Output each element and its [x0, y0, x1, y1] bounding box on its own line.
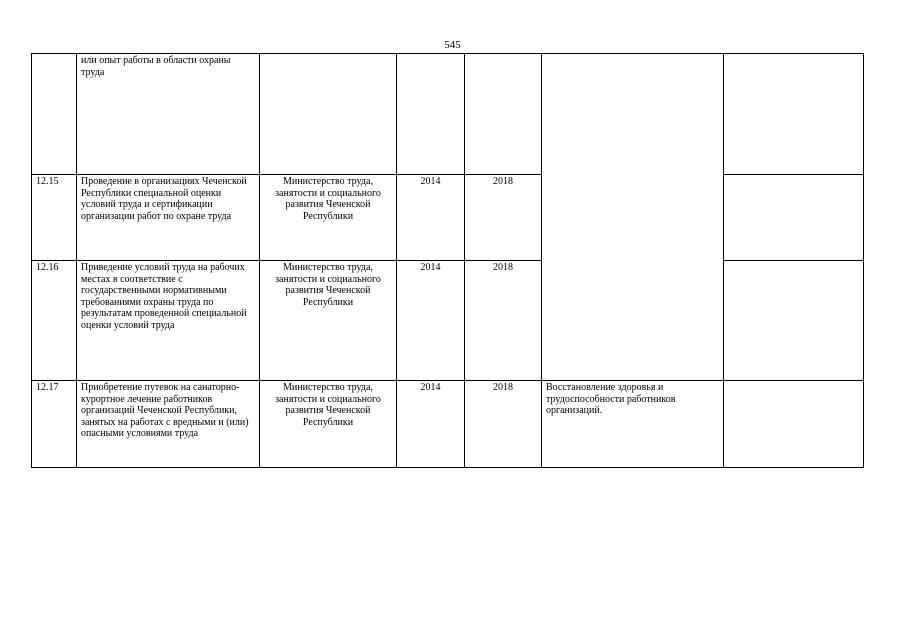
- page-number: 545: [444, 39, 461, 51]
- end-year: 2018: [465, 175, 542, 261]
- note-cell: [724, 381, 864, 468]
- row-number: 12.15: [32, 175, 77, 261]
- start-year: 2014: [397, 261, 465, 381]
- result-cell: Восстановление здоровья и трудоспособности работников организаций.: [542, 381, 724, 468]
- note-cell: [724, 261, 864, 381]
- table-row: [32, 54, 864, 175]
- executor-cell: [260, 54, 397, 175]
- measure-name: Приобретение путевок на санаторно-курортное лечение работников организаций Чеченской Республики, занятых на работах с вредными и (или) опасными условиями труда: [77, 381, 260, 468]
- note-cell: [724, 54, 864, 175]
- row-number: [32, 54, 77, 175]
- measure-name: или опыт работы в области охраны труда: [77, 54, 260, 175]
- measure-name: Приведение условий труда на рабочих местах в соответствие с государственными нормативными требованиями охраны труда по результатам проведенной специальной оценки условий труда: [77, 261, 260, 381]
- executor-cell: Министерство труда, занятости и социального развития Чеченской Республики: [260, 175, 397, 261]
- executor-cell: Министерство труда, занятости и социального развития Чеченской Республики: [260, 261, 397, 381]
- table-row: [32, 175, 864, 261]
- note-cell: [724, 175, 864, 261]
- row-number: 12.17: [32, 381, 77, 468]
- end-year: 2018: [465, 261, 542, 381]
- executor-cell: Министерство труда, занятости и социального развития Чеченской Республики: [260, 381, 397, 468]
- end-year: 2018: [465, 381, 542, 468]
- start-year: 2014: [397, 381, 465, 468]
- measure-name: Проведение в организациях Чеченской Республики специальной оценки условий труда и сертификации организации работ по охране труда: [77, 175, 260, 261]
- measures-table: [31, 53, 864, 468]
- start-year: [397, 54, 465, 175]
- row-number: 12.16: [32, 261, 77, 381]
- end-year: [465, 54, 542, 175]
- table-row: [32, 381, 864, 468]
- result-cell: [542, 54, 724, 381]
- table-row: [32, 261, 864, 381]
- start-year: 2014: [397, 175, 465, 261]
